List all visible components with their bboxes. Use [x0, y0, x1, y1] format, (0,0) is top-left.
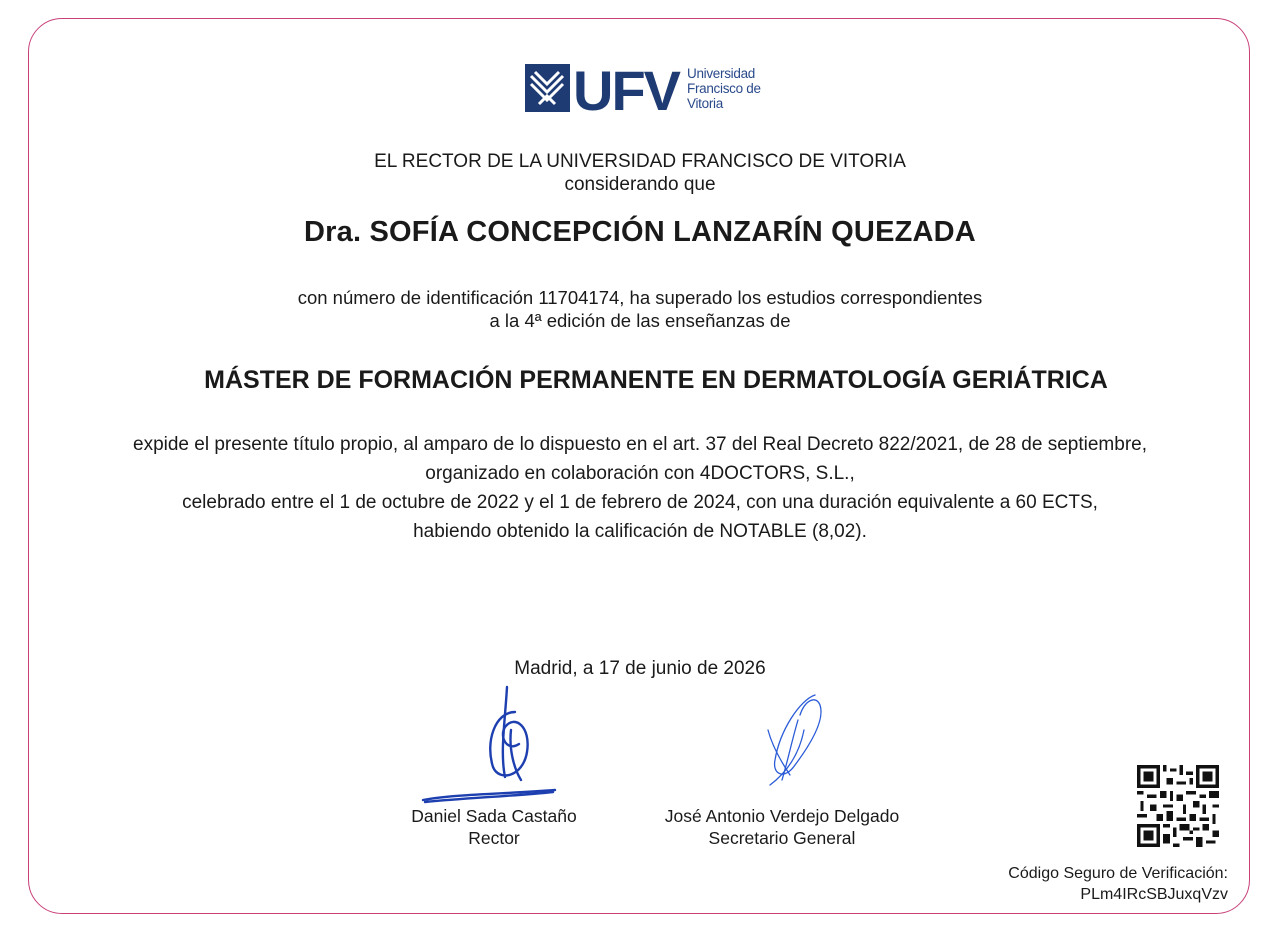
qr-code-icon	[1137, 765, 1219, 847]
verification-label: Código Seguro de Verificación:	[1008, 865, 1228, 882]
identification-line: a la 4ª edición de las enseñanzas de	[489, 310, 791, 331]
body-line: organizado en colaboración con 4DOCTORS, S.L.,	[425, 463, 855, 484]
signatory-name: José Antonio Verdejo Delgado	[664, 806, 900, 826]
header-text	[0, 150, 1280, 196]
signatory-name: Daniel Sada Castaño	[411, 806, 577, 826]
signatory-title: Secretario General	[708, 828, 856, 848]
body-line: celebrado entre el 1 de octubre de 2022 y el 1 de febrero de 2024, con una duración equivalente a 60 ECTS,	[182, 492, 1098, 513]
ufv-logo-icon	[525, 64, 570, 112]
secretary-signatory	[642, 805, 922, 849]
recipient-name: Dra. SOFÍA CONCEPCIÓN LANZARÍN QUEZADA	[304, 216, 976, 248]
logo-university-name	[687, 66, 797, 111]
logo-name-line: Vitoria	[687, 96, 723, 111]
body-line: habiendo obtenido la calificación de NOTABLE (8,02).	[413, 521, 867, 542]
verification-code-block	[1008, 863, 1228, 905]
rector-signatory	[394, 805, 594, 849]
header-line-considerando: considerando que	[564, 174, 716, 195]
issue-date: Madrid, a 17 de junio de 2026	[514, 658, 766, 679]
signatory-title: Rector	[468, 828, 520, 848]
logo-name-line: Francisco de	[687, 81, 761, 96]
rector-signature	[415, 682, 565, 807]
program-title: MÁSTER DE FORMACIÓN PERMANENTE EN DERMATOLOGÍA GERIÁTRICA	[204, 366, 1108, 394]
body-line: expide el presente título propio, al amparo de lo dispuesto en el art. 37 del Real Decreto 822/2021, de 28 de septiembre,	[133, 434, 1147, 455]
header-line-rector: EL RECTOR DE LA UNIVERSIDAD FRANCISCO DE VITORIA	[374, 151, 906, 172]
verification-code: PLm4IRcSBJuxqVzv	[1080, 886, 1228, 903]
secretary-signature	[760, 690, 840, 790]
ufv-logo	[525, 59, 785, 122]
certificate-body	[0, 430, 1280, 546]
logo-name-line: Universidad	[687, 66, 755, 81]
identification-text	[0, 286, 1280, 332]
logo-letters: UFV	[573, 59, 679, 122]
identification-line: con número de identificación 11704174, ha superado los estudios correspondientes	[297, 287, 983, 308]
